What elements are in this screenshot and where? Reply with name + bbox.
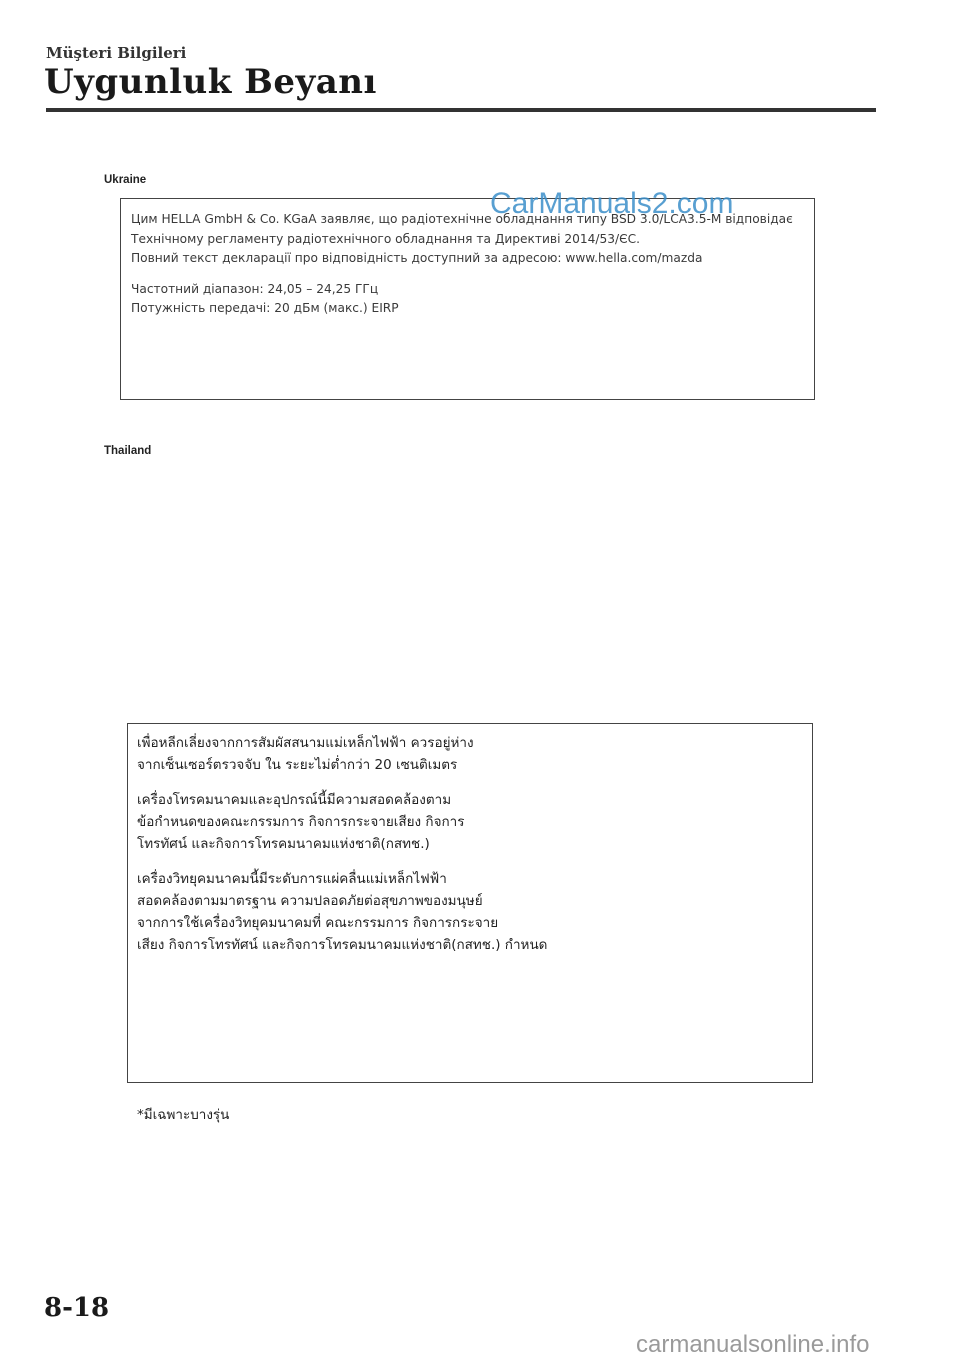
thailand-line: สอดคล้องตามมาตรฐาน ความปลอดภัยต่อสุขภาพของมนุษย์ <box>137 893 483 909</box>
thailand-paragraph <box>137 789 803 855</box>
thailand-line: โทรทัศน์ และกิจการโทรคมนาคมแห่งชาติ(กสทช.) <box>137 836 430 852</box>
title-rule <box>46 108 876 112</box>
thailand-line: เครื่องโทรคมนาคมและอุปกรณ์นี้มีความสอดคล้องตาม <box>137 792 452 808</box>
thailand-declaration-box <box>127 723 813 1083</box>
thailand-label: Thailand <box>104 445 152 457</box>
thailand-line: จากการใช้เครื่องวิทยุคมนาคมที่ คณะกรรมการ กิจการกระจาย <box>137 915 499 931</box>
thailand-line: จากเซ็นเซอร์ตรวจจับ ใน ระยะไม่ต่ำกว่า 20 เซนติเมตร <box>137 757 458 773</box>
page-number: 8-18 <box>44 1293 110 1323</box>
watermark-carmanualsonline: carmanualsonline.info <box>636 1331 870 1358</box>
thailand-line: เครื่องวิทยุคมนาคมนี้มีระดับการแผ่คลื่นแม่เหล็กไฟฟ้า <box>137 871 447 887</box>
ukraine-label: Ukraine <box>104 174 147 186</box>
page-title: Uygunluk Beyanı <box>44 62 377 102</box>
thailand-paragraph <box>137 868 803 956</box>
thailand-line: ข้อกำหนดของคณะกรรมการ กิจการกระจายเสียง กิจการ <box>137 814 465 830</box>
ukraine-line: Потужність передачі: 20 дБм (макс.) EIRP <box>131 301 399 315</box>
ukraine-line: Цим HELLA GmbH & Co. KGaA заявляє, що радіотехнічне обладнання типу BSD 3.0/LCA3.5-M відповідає <box>131 212 793 226</box>
footnote: *มีเฉพาะบางรุ่น <box>137 1107 230 1123</box>
ukraine-line: Повний текст декларації про відповідність доступний за адресою: www.hella.com/mazda <box>131 251 703 265</box>
watermark-carmanuals2: CarManuals2.com <box>490 187 734 220</box>
ukraine-declaration-box <box>120 198 815 400</box>
ukraine-line: Частотний діапазон: 24,05 – 24,25 ГГц <box>131 281 379 296</box>
thailand-paragraph <box>137 732 803 776</box>
thailand-line: เพื่อหลีกเลี่ยงจากการสัมผัสสนามแม่เหล็กไฟฟ้า ควรอยู่ห่าง <box>137 735 474 751</box>
ukraine-paragraph <box>131 280 804 319</box>
section-label: Müşteri Bilgileri <box>46 44 187 62</box>
ukraine-line: Технічному регламенту радіотехнічного обладнання та Директиві 2014/53/ЄС. <box>131 231 640 246</box>
thailand-line: เสียง กิจการโทรทัศน์ และกิจการโทรคมนาคมแห่งชาติ(กสทช.) กำหนด <box>137 937 548 953</box>
